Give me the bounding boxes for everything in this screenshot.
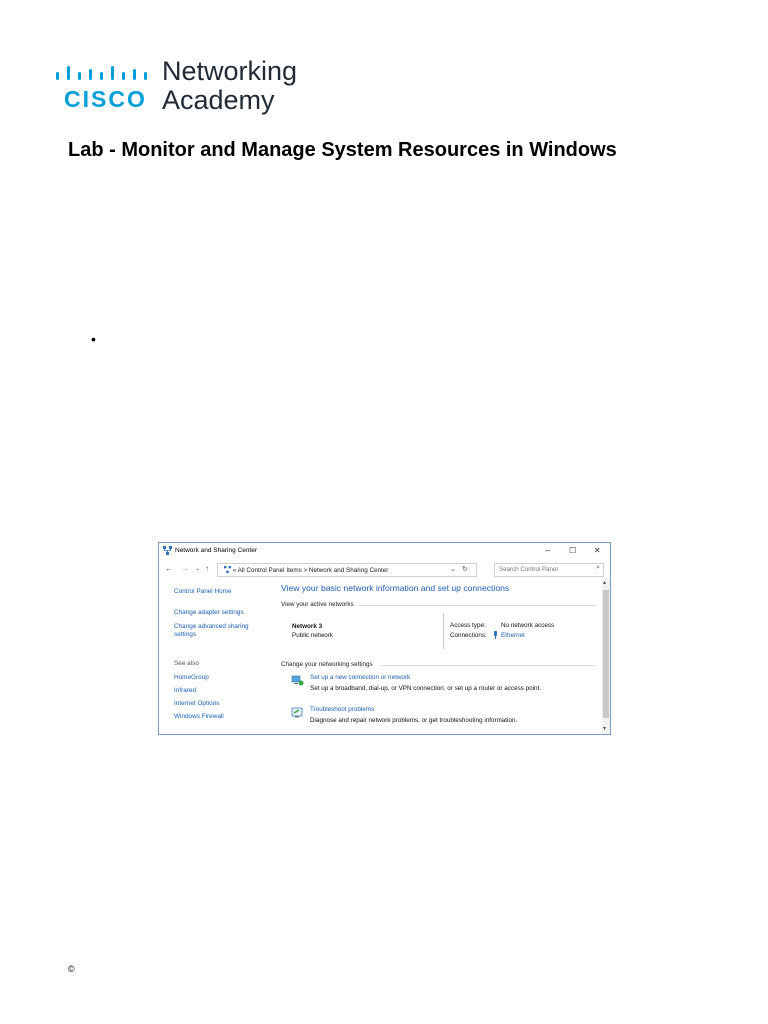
network-type[interactable]: Public network bbox=[292, 632, 333, 639]
active-networks-header: View your active networks bbox=[281, 601, 354, 608]
maximize-button[interactable]: ☐ bbox=[569, 546, 577, 555]
address-box[interactable] bbox=[217, 563, 477, 577]
up-icon[interactable]: ↑ bbox=[205, 564, 209, 573]
network-icon bbox=[163, 546, 172, 555]
change-advanced-sharing-link[interactable]: Change advanced sharing bbox=[174, 623, 249, 630]
divider bbox=[443, 613, 444, 649]
access-type-label: Access type: bbox=[450, 622, 486, 629]
network-icon bbox=[224, 566, 231, 573]
logo-networking: Networking bbox=[162, 56, 298, 86]
forward-icon[interactable]: → bbox=[181, 564, 189, 573]
access-type-value: No network access bbox=[501, 622, 555, 629]
breadcrumb-separator: « bbox=[232, 567, 237, 574]
setup-new-connection-link[interactable]: Set up a new connection or network bbox=[310, 674, 411, 681]
cisco-networking-academy-logo bbox=[54, 56, 304, 118]
scroll-down-icon[interactable]: ▾ bbox=[603, 726, 607, 732]
close-button[interactable]: ✕ bbox=[594, 546, 601, 555]
main-heading: View your basic network information and set up connections bbox=[281, 583, 510, 593]
network-sharing-center-screenshot bbox=[158, 542, 611, 735]
breadcrumb-arrow: > bbox=[303, 567, 308, 574]
breadcrumb bbox=[224, 566, 388, 574]
recent-locations-icon[interactable]: ⌄ bbox=[195, 566, 201, 572]
refresh-icon[interactable]: ↻ bbox=[462, 566, 468, 573]
troubleshoot-problems-link[interactable]: Troubleshoot problems bbox=[310, 706, 375, 713]
divider bbox=[359, 605, 595, 606]
bullet-point: • bbox=[91, 331, 96, 347]
breadcrumb-all-items[interactable]: All Control Panel Items bbox=[237, 567, 302, 574]
copyright-symbol: © bbox=[68, 964, 75, 974]
vertical-scrollbar[interactable] bbox=[602, 578, 610, 734]
search-icon[interactable]: ⌕ bbox=[596, 564, 600, 571]
cisco-bars-icon bbox=[54, 62, 152, 84]
change-adapter-settings-link[interactable]: Change adapter settings bbox=[174, 609, 244, 616]
search-input[interactable] bbox=[494, 563, 604, 577]
cisco-wordmark: CISCO bbox=[64, 86, 147, 112]
search-placeholder: Search Control Panel bbox=[499, 566, 558, 573]
dropdown-icon[interactable]: ⌄ bbox=[450, 566, 456, 573]
back-icon[interactable]: ← bbox=[165, 564, 173, 573]
change-settings-header: Change your networking settings bbox=[281, 661, 373, 668]
logo-academy: Academy bbox=[162, 85, 275, 115]
control-panel-home-link[interactable]: Control Panel Home bbox=[174, 588, 232, 595]
see-also-label: See also bbox=[174, 660, 199, 667]
new-connection-icon bbox=[291, 675, 304, 687]
minimize-button[interactable]: – bbox=[545, 545, 551, 555]
ethernet-icon bbox=[493, 631, 498, 639]
ethernet-link[interactable]: Ethernet bbox=[501, 632, 525, 639]
internet-options-link[interactable]: Internet Options bbox=[174, 700, 220, 707]
setup-new-connection-desc: Set up a broadband, dial-up, or VPN connection; or set up a router or access point. bbox=[310, 685, 542, 692]
divider bbox=[381, 665, 595, 666]
address-bar-row bbox=[159, 561, 610, 577]
homegroup-link[interactable]: HomeGroup bbox=[174, 674, 209, 681]
change-advanced-sharing-link-line2[interactable]: settings bbox=[174, 631, 197, 638]
scroll-thumb[interactable] bbox=[603, 590, 609, 718]
troubleshoot-problems-desc: Diagnose and repair network problems, or get troubleshooting information. bbox=[310, 717, 518, 724]
connections-label: Connections: bbox=[450, 632, 487, 639]
troubleshoot-icon bbox=[291, 707, 303, 719]
page-title: Lab - Monitor and Manage System Resources in Windows bbox=[68, 139, 617, 161]
window-title: Network and Sharing Center bbox=[175, 547, 258, 554]
infrared-link[interactable]: Infrared bbox=[174, 687, 197, 694]
windows-firewall-link[interactable]: Windows Firewall bbox=[174, 713, 224, 720]
scroll-up-icon[interactable]: ▴ bbox=[603, 580, 607, 586]
breadcrumb-current[interactable]: Network and Sharing Center bbox=[308, 567, 389, 574]
network-name: Network 3 bbox=[292, 623, 323, 630]
window-titlebar bbox=[159, 543, 610, 559]
